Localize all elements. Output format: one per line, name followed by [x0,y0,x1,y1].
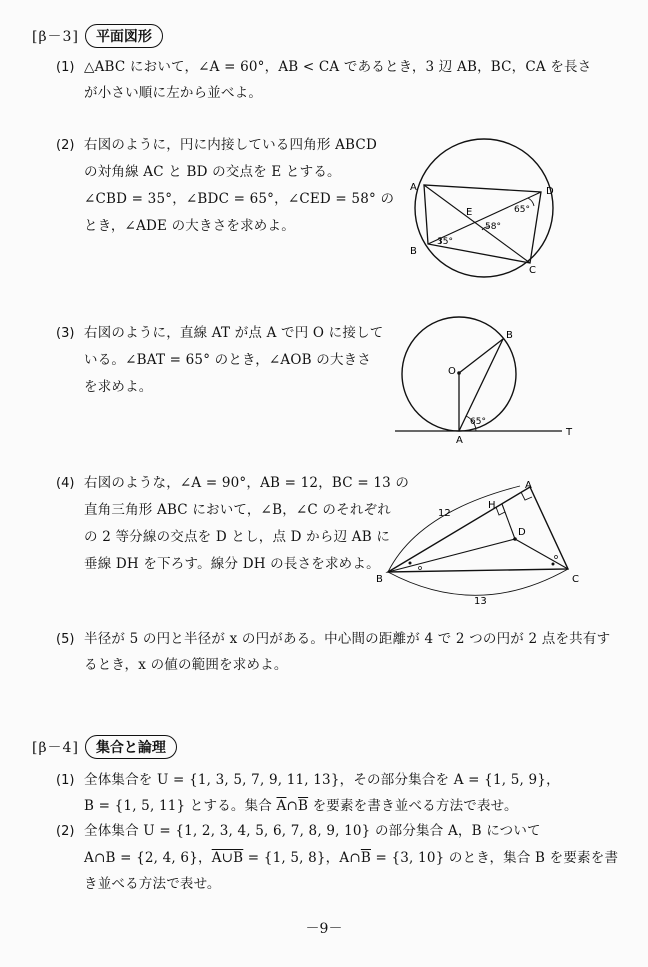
question-2-line-2: の対角線 AC と BD の交点を E とする。 [84,164,341,180]
set-question-2-line-1: 全体集合 U = {1, 2, 3, 4, 5, 6, 7, 8, 9, 10} の部分集合 A，B について [84,823,541,839]
section-3-title: 平面図形 [85,24,163,48]
label-length-12: 12 [438,508,451,519]
section-3-label: [β－3] [32,29,79,45]
set-question-1-number: (1) [56,773,75,788]
label-t: T [566,427,573,438]
section-3-header [32,24,163,48]
set-question-2-line-3: き並べる方法で表せ。 [84,876,221,892]
label-d: D [546,186,554,197]
label-angle-65: 65° [470,417,486,427]
set-question-1-line-1: 全体集合を U = {1, 3, 5, 7, 9, 11, 13}，その部分集合を A = {1, 5, 9}， [84,772,560,788]
question-2-line-3: ∠CBD = 35°，∠BDC = 65°，∠CED = 58° の [84,191,395,207]
question-5-line-1: 半径が 5 の円と半径が x の円がある。中心間の距離が 4 で 2 つの円が 2 点を共有す [84,631,611,647]
set-question-2-line-2-pre: A∩B = {2, 4, 6}， [84,850,212,866]
section-4-label: [β－4] [32,740,79,756]
radius-ob [459,339,503,373]
quadrilateral-abcd [424,185,541,263]
question-1-number: (1) [56,60,75,75]
question-4-line-4: 垂線 DH を下ろす。線分 DH の長さを求めよ。 [84,556,380,572]
label-length-13: 13 [474,596,487,607]
label-angle-58: 58° [485,222,501,232]
circumcircle [415,139,553,277]
set-question-1-line-2-post: を要素を書き並べる方法で表せ。 [308,798,518,814]
set-question-2-line-2-mid: = {1, 5, 8}，A∩ [243,850,361,866]
question-1-line-2: が小さい順に左から並べよ。 [84,85,263,101]
label-h: H [488,500,496,511]
label-angle-35: 35° [437,237,453,247]
diagonal-ac [424,185,530,263]
question-4-line-1: 右図のような，∠A = 90°，AB = 12，BC = 13 の [84,475,410,491]
question-3-number: (3) [56,326,75,341]
set-question-1-line-2-pre: B = {1, 5, 11} とする。集合 [84,798,277,814]
label-b: B [410,246,417,257]
question-5-line-2: るとき，x の値の範囲を求めよ。 [84,657,288,673]
complement-b: $\overline{B}$ [360,850,371,866]
set-question-2-number: (2) [56,824,75,839]
set-question-1-line-2 [84,793,518,819]
page-number: －9－ [305,921,343,937]
section-4-header [32,735,177,759]
question-1-line-1: △ABC において，∠A = 60°，AB < CA であるとき，3 辺 AB，BC，CA を長さ [84,59,592,75]
point-d [513,537,517,541]
dimension-arc-bc [388,569,568,595]
bisector-mark-c2 [555,556,558,559]
bisector-mark-b2 [419,567,422,570]
label-d: D [518,527,526,538]
bisector-mark-c1 [552,563,555,566]
bisector-mark-b1 [409,562,412,565]
complement-b: $\overline{B}$ [297,798,309,814]
label-c: C [572,574,579,585]
right-angle-mark-a [521,492,532,500]
center-point-o [457,371,461,375]
question-2-number: (2) [56,138,75,153]
label-a: A [410,182,417,193]
set-question-2-line-2 [84,845,618,871]
dimension-arc-ab [388,486,520,572]
perpendicular-dh [502,504,515,539]
label-e: E [466,207,473,218]
question-2-line-1: 右図のように，円に内接している四角形 ABCD [84,137,377,153]
label-c: C [529,265,536,276]
question-4-number: (4) [56,476,75,491]
set-question-2-line-2-post: = {3, 10} のとき，集合 B を要素を書 [370,850,619,866]
label-a: A [525,480,532,491]
label-o: O [448,366,456,377]
question-3-line-1: 右図のように，直線 AT が点 A で円 O に接して [84,325,384,341]
label-a: A [456,435,463,446]
question-4-line-2: 直角三角形 ABC において，∠B，∠C のそれぞれ [84,502,391,518]
figure-tangent-circle [390,316,585,446]
complement-a: $\overline{A}$ [276,798,287,814]
figure-cyclic-quadrilateral [400,132,570,282]
figure-right-triangle [368,470,593,610]
question-3-line-2: いる。∠BAT = 65° のとき，∠AOB の大きさ [84,352,372,368]
question-5-number: (5) [56,632,75,647]
bisector-c [515,539,568,569]
label-b: B [506,330,513,341]
section-4-title: 集合と論理 [85,735,177,759]
complement-a-union-b: A∪B [211,850,244,866]
label-angle-65: 65° [514,205,530,215]
label-b: B [376,574,383,585]
question-2-line-4: とき，∠ADE の大きさを求めよ。 [84,218,295,234]
question-3-line-3: を求めよ。 [84,379,153,395]
question-4-line-3: の 2 等分線の交点を D とし，点 D から辺 AB に [84,529,391,545]
intersection-symbol: ∩ [286,798,298,814]
